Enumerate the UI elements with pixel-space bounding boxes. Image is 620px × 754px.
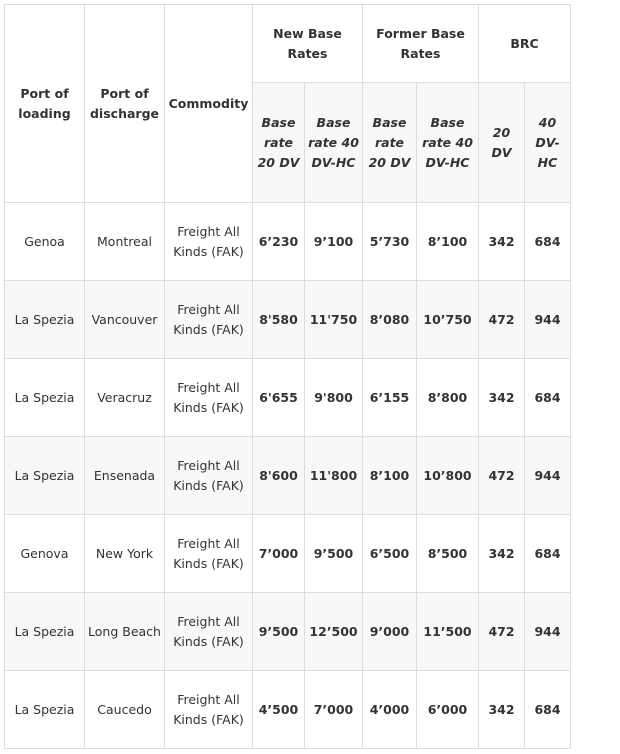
cell-new-20dv: 6’230: [253, 203, 305, 281]
cell-port-of-discharge: New York: [85, 515, 165, 593]
cell-new-20dv: 7’000: [253, 515, 305, 593]
subheader-new-20dv: Base rate 20 DV: [253, 83, 305, 203]
cell-port-of-loading: La Spezia: [5, 671, 85, 749]
cell-former-40dvhc: 8’800: [417, 359, 479, 437]
table-row: [5, 437, 571, 515]
cell-port-of-discharge: Caucedo: [85, 671, 165, 749]
subheader-former-40dvhc: Base rate 40 DV-HC: [417, 83, 479, 203]
cell-port-of-loading: Genova: [5, 515, 85, 593]
cell-brc-40dvhc: 944: [525, 593, 571, 671]
table-row: [5, 593, 571, 671]
header-port-of-loading: Port of loading: [5, 5, 85, 203]
cell-port-of-loading: Genoa: [5, 203, 85, 281]
cell-commodity: Freight All Kinds (FAK): [165, 593, 253, 671]
cell-brc-40dvhc: 684: [525, 203, 571, 281]
cell-former-40dvhc: 8’100: [417, 203, 479, 281]
cell-brc-20dv: 472: [479, 593, 525, 671]
cell-brc-40dvhc: 944: [525, 437, 571, 515]
cell-brc-20dv: 472: [479, 437, 525, 515]
cell-port-of-discharge: Montreal: [85, 203, 165, 281]
table-row: [5, 281, 571, 359]
cell-former-40dvhc: 10’800: [417, 437, 479, 515]
cell-new-40dvhc: 11'800: [305, 437, 363, 515]
cell-port-of-discharge: Vancouver: [85, 281, 165, 359]
table-row: [5, 671, 571, 749]
cell-port-of-loading: La Spezia: [5, 359, 85, 437]
cell-new-40dvhc: 9'800: [305, 359, 363, 437]
table-row: [5, 359, 571, 437]
cell-brc-20dv: 342: [479, 515, 525, 593]
cell-former-20dv: 5’730: [363, 203, 417, 281]
cell-new-40dvhc: 11'750: [305, 281, 363, 359]
table-row: [5, 203, 571, 281]
cell-former-20dv: 6’500: [363, 515, 417, 593]
cell-brc-40dvhc: 684: [525, 359, 571, 437]
cell-new-20dv: 4’500: [253, 671, 305, 749]
cell-new-20dv: 9’500: [253, 593, 305, 671]
cell-former-20dv: 4’000: [363, 671, 417, 749]
cell-commodity: Freight All Kinds (FAK): [165, 671, 253, 749]
cell-port-of-loading: La Spezia: [5, 437, 85, 515]
cell-port-of-loading: La Spezia: [5, 593, 85, 671]
cell-new-40dvhc: 7’000: [305, 671, 363, 749]
cell-port-of-discharge: Veracruz: [85, 359, 165, 437]
subheader-brc-40dvhc: 40 DV-HC: [525, 83, 571, 203]
cell-former-40dvhc: 6’000: [417, 671, 479, 749]
cell-new-40dvhc: 9’100: [305, 203, 363, 281]
cell-new-40dvhc: 9’500: [305, 515, 363, 593]
cell-port-of-discharge: Long Beach: [85, 593, 165, 671]
header-new-base-rates: New Base Rates: [253, 5, 363, 83]
cell-port-of-discharge: Ensenada: [85, 437, 165, 515]
cell-new-20dv: 6'655: [253, 359, 305, 437]
table-row: [5, 515, 571, 593]
cell-new-20dv: 8'580: [253, 281, 305, 359]
cell-brc-20dv: 472: [479, 281, 525, 359]
subheader-former-20dv: Base rate 20 DV: [363, 83, 417, 203]
cell-new-20dv: 8'600: [253, 437, 305, 515]
cell-former-20dv: 9’000: [363, 593, 417, 671]
cell-commodity: Freight All Kinds (FAK): [165, 281, 253, 359]
cell-brc-40dvhc: 684: [525, 671, 571, 749]
header-brc: BRC: [479, 5, 571, 83]
cell-commodity: Freight All Kinds (FAK): [165, 437, 253, 515]
cell-commodity: Freight All Kinds (FAK): [165, 203, 253, 281]
cell-former-20dv: 8’080: [363, 281, 417, 359]
header-port-of-discharge: Port of discharge: [85, 5, 165, 203]
cell-former-40dvhc: 10’750: [417, 281, 479, 359]
cell-former-40dvhc: 8’500: [417, 515, 479, 593]
subheader-new-40dvhc: Base rate 40 DV-HC: [305, 83, 363, 203]
cell-brc-20dv: 342: [479, 671, 525, 749]
cell-port-of-loading: La Spezia: [5, 281, 85, 359]
cell-new-40dvhc: 12’500: [305, 593, 363, 671]
cell-brc-40dvhc: 944: [525, 281, 571, 359]
cell-brc-20dv: 342: [479, 203, 525, 281]
cell-former-20dv: 6’155: [363, 359, 417, 437]
subheader-brc-20dv: 20 DV: [479, 83, 525, 203]
header-commodity: Commodity: [165, 5, 253, 203]
cell-former-20dv: 8’100: [363, 437, 417, 515]
header-former-base-rates: Former Base Rates: [363, 5, 479, 83]
cell-brc-20dv: 342: [479, 359, 525, 437]
cell-commodity: Freight All Kinds (FAK): [165, 359, 253, 437]
cell-brc-40dvhc: 684: [525, 515, 571, 593]
freight-rates-table: [4, 4, 571, 749]
cell-commodity: Freight All Kinds (FAK): [165, 515, 253, 593]
cell-former-40dvhc: 11’500: [417, 593, 479, 671]
